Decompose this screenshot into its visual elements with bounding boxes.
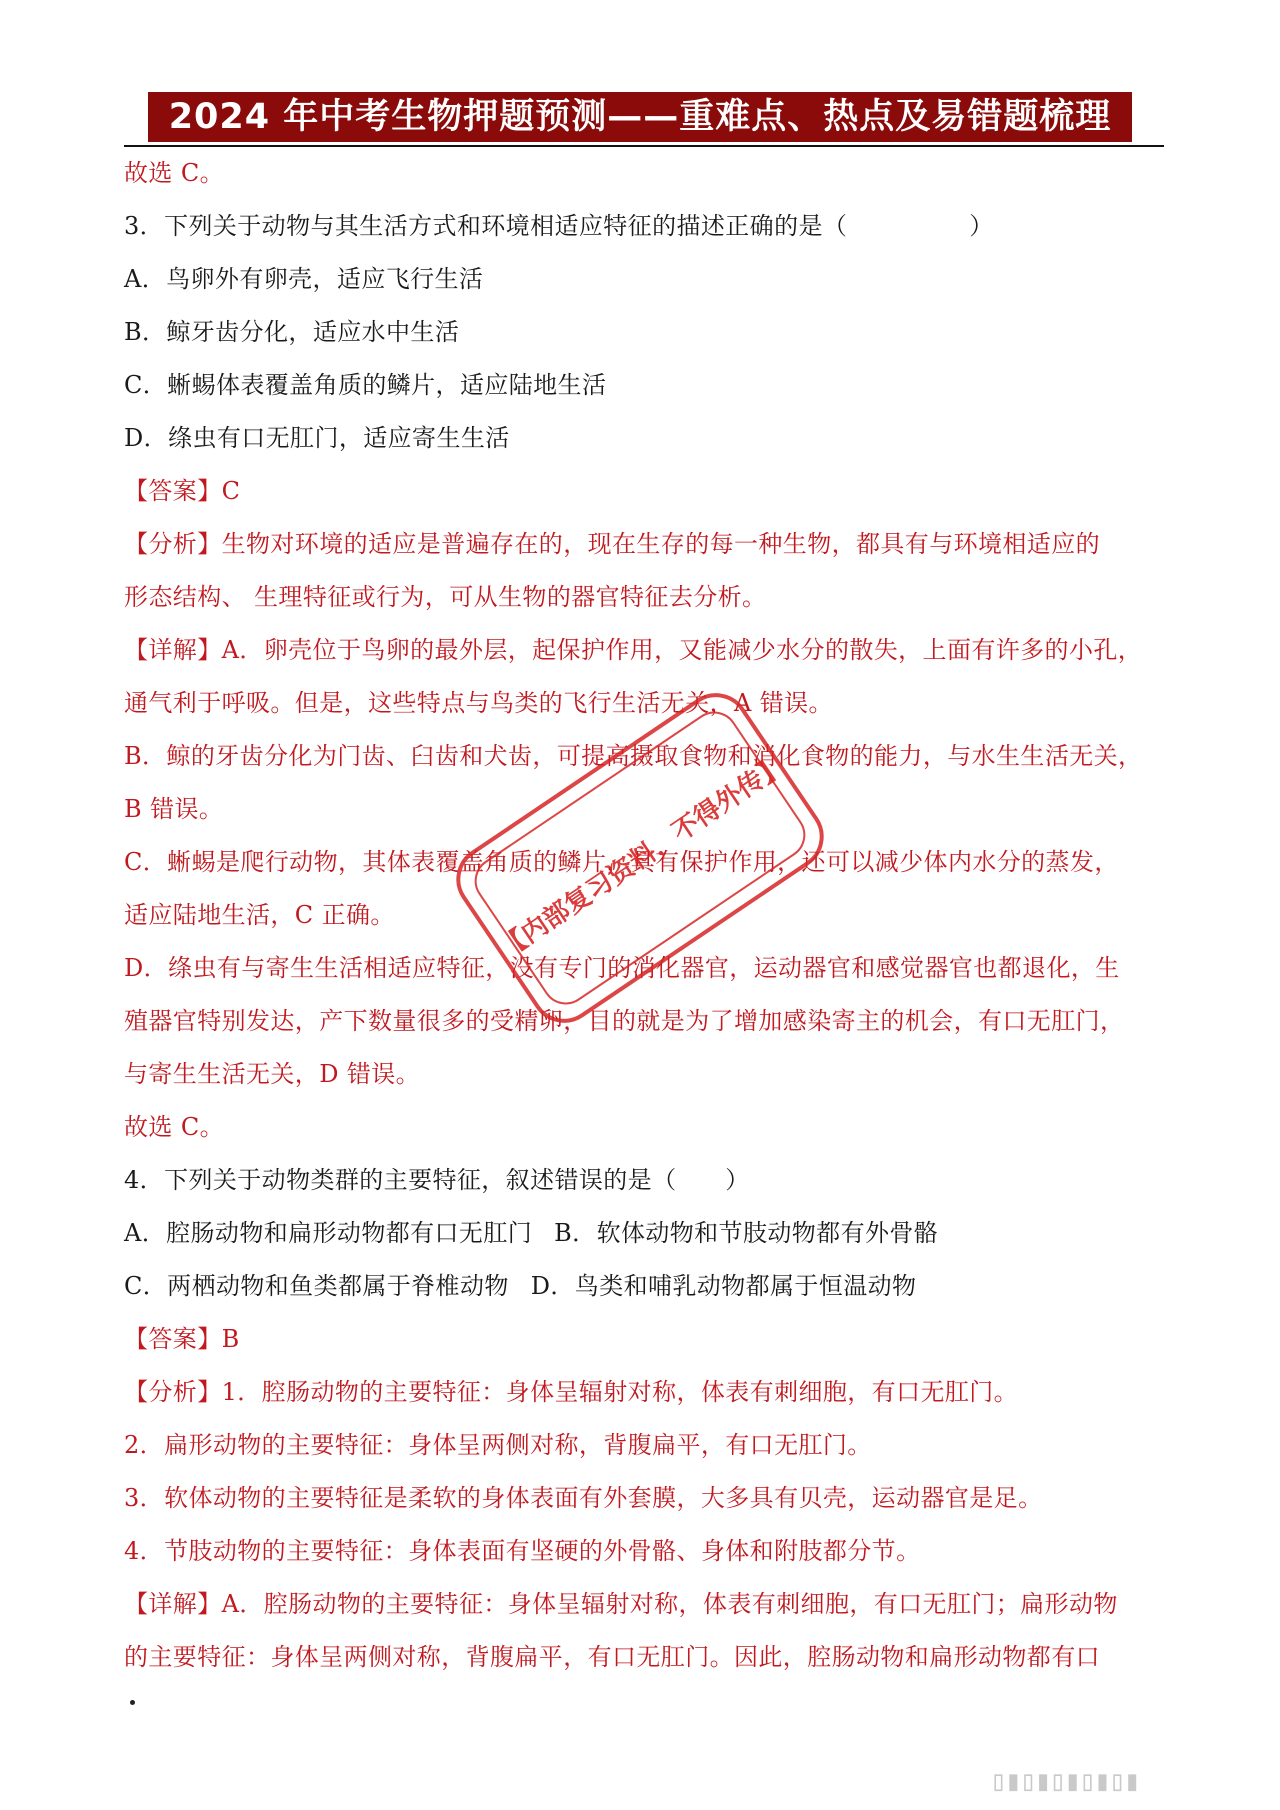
line-text: A．腔肠动物和扁形动物都有口无肛门 (124, 1219, 533, 1247)
line-text: A．腔肠动物的主要特征：身体呈辐射对称，体表有刺细胞，有口无肛门；扁形动物 (221, 1590, 1118, 1618)
section-tag: 【详解】 (124, 1590, 222, 1618)
section-tag: 【分析】 (124, 530, 222, 558)
text-line (124, 1106, 1174, 1159)
line-text: D．绦虫有与寄生生活相适应特征，没有专门的消化器官，运动器官和感觉器官也都退化，生 (124, 954, 1120, 982)
text-line (124, 364, 1174, 417)
bottom-dot (130, 1700, 135, 1705)
line-text: A．卵壳位于鸟卵的最外层，起保护作用，又能减少水分的散失，上面有许多的小孔， (221, 636, 1143, 664)
line-text: 4．下列关于动物类群的主要特征，叙述错误的是（ ） (124, 1166, 750, 1194)
text-line (124, 1000, 1174, 1053)
line-text: C (221, 477, 241, 505)
section-tag: 【分析】 (124, 1378, 222, 1406)
text-line (124, 1636, 1174, 1689)
stamp-text: 【内部复习资料，不得外传】 (494, 750, 792, 965)
line-text: A．鸟卵外有卵壳，适应飞行生活 (124, 265, 484, 293)
text-line (124, 1424, 1174, 1477)
line-text: 4．节肢动物的主要特征：身体表面有坚硬的外骨骼、身体和附肢都分节。 (124, 1537, 921, 1565)
text-line (124, 1318, 1174, 1371)
text-line (124, 1265, 1174, 1318)
line-text: 生物对环境的适应是普遍存在的，现在生存的每一种生物，都具有与环境相适应的 (221, 530, 1101, 558)
text-line (124, 629, 1174, 682)
text-line (124, 576, 1174, 629)
line-text: B (221, 1325, 240, 1353)
line-text: 与寄生生活无关，D 错误。 (124, 1060, 421, 1088)
text-line (124, 1159, 1174, 1212)
line-text: 3．软体动物的主要特征是柔软的身体表面有外套膜，大多具有贝壳，运动器官是足。 (124, 1484, 1043, 1512)
line-text: 的主要特征：身体呈两侧对称，背腹扁平，有口无肛门。因此，腔肠动物和扁形动物都有口 (124, 1643, 1100, 1671)
line-text: B．鲸牙齿分化，适应水中生活 (124, 318, 460, 346)
line-text-option: B．软体动物和节肢动物都有外骨骼 (554, 1219, 939, 1247)
line-text: C．蜥蜴体表覆盖角质的鳞片，适应陆地生活 (124, 371, 607, 399)
line-text: 适应陆地生活，C 正确。 (124, 901, 395, 929)
text-line (124, 1212, 1174, 1265)
text-line (124, 205, 1174, 258)
title-banner (148, 92, 1132, 142)
line-text: C．蜥蜴是爬行动物，其体表覆盖角质的鳞片，具有保护作用，还可以减少体内水分的蒸发， (124, 848, 1119, 876)
text-line (124, 258, 1174, 311)
line-text: 形态结构、 生理特征或行为，可从生物的器官特征去分析。 (124, 583, 767, 611)
text-line (124, 1530, 1174, 1583)
page-title: 2024 年中考生物押题预测——重难点、热点及易错题梳理 (168, 97, 1112, 137)
section-tag: 【答案】 (124, 1325, 222, 1353)
text-line (124, 152, 1174, 205)
line-text-option: D．鸟类和哺乳动物都属于恒温动物 (530, 1272, 917, 1300)
text-line (124, 523, 1174, 576)
section-tag: 【详解】 (124, 636, 222, 664)
text-line (124, 311, 1174, 364)
text-line (124, 1477, 1174, 1530)
line-text: B．鲸的牙齿分化为门齿、臼齿和犬齿，可提高摄取食物和消化食物的能力，与水生生活无关， (124, 742, 1143, 770)
line-text: B 错误。 (124, 795, 224, 823)
line-text: 殖器官特别发达，产下数量很多的受精卵，目的就是为了增加感染寄主的机会，有口无肛门， (124, 1007, 1125, 1035)
text-line (124, 417, 1174, 470)
bottom-watermark-icon: ▯▮▯▮▯▮▯▮▯▮ (990, 1764, 1139, 1797)
line-text: 1．腔肠动物的主要特征：身体呈辐射对称，体表有刺细胞，有口无肛门。 (221, 1378, 1019, 1406)
text-line (124, 1371, 1174, 1424)
line-text: 通气利于呼吸。但是，这些特点与鸟类的飞行生活无关，A 错误。 (124, 689, 833, 717)
line-text: D．绦虫有口无肛门，适应寄生生活 (124, 424, 510, 452)
line-text: 故选 C。 (124, 1113, 224, 1141)
line-text: C．两栖动物和鱼类都属于脊椎动物 (124, 1272, 509, 1300)
section-tag: 【答案】 (124, 477, 222, 505)
title-underline (124, 145, 1164, 147)
line-text: 3．下列关于动物与其生活方式和环境相适应特征的描述正确的是（ ） (124, 212, 994, 240)
text-line (124, 682, 1174, 735)
text-line (124, 470, 1174, 523)
line-text: 故选 C。 (124, 159, 224, 187)
text-line (124, 1583, 1174, 1636)
text-line (124, 1053, 1174, 1106)
line-text: 2．扁形动物的主要特征：身体呈两侧对称，背腹扁平，有口无肛门。 (124, 1431, 872, 1459)
